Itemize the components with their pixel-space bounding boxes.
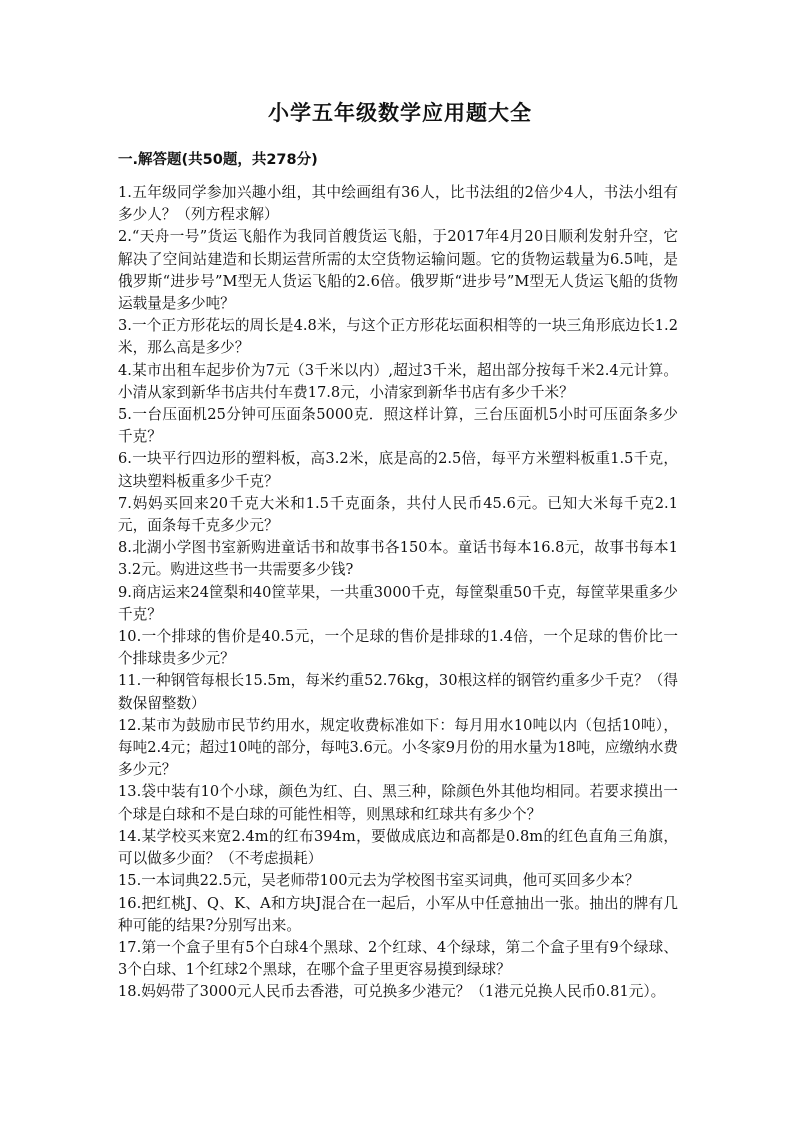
question-4: 4.某市出租车起步价为7元（3千米以内）,超过3千米，超出部分按每千米2.4元计算。小清从家到新华书店共付车费17.8元，小清家到新华书店有多少千米？ xyxy=(118,361,678,401)
question-1: 1.五年级同学参加兴趣小组，其中绘画组有36人，比书法组的2倍少4人，书法小组有多少人？（列方程求解） xyxy=(118,184,678,224)
question-10: 10.一个排球的售价是40.5元，一个足球的售价是排球的1.4倍，一个足球的售价比一个排球贵多少元？ xyxy=(118,628,678,668)
question-list xyxy=(118,182,678,1004)
question-14: 14.某学校买来宽2.4m的红布394m，要做成底边和高都是0.8m的红色直角三角旗，可以做多少面？（不考虑损耗） xyxy=(118,827,678,868)
question-11: 11.一种钢管每根长15.5m，每米约重52.76kg，30根这样的钢管约重多少千克？（得数保留整数） xyxy=(118,672,678,712)
question-2: 2.“天舟一号”货运飞船作为我同首艘货运飞船，于2017年4月20日顺利发射升空，它解决了空间站建造和长期运营所需的太空货物运输问题。它的货物运载量为6.5吨，是俄罗斯“进步号”M型无人货运飞船的2.6倍。俄罗斯“进步号”M型无人货运飞船的货物运载量是多少吨？ xyxy=(118,228,678,313)
question-12: 12.某市为鼓励市民节约用水，规定收费标准如下：每月用水10吨以内（包括10吨），每吨2.4元；超过10吨的部分，每吨3.6元。小冬家9月份的用水量为18吨，应缴纳水费多少元？ xyxy=(118,716,678,779)
question-7: 7.妈妈买回来20千克大米和1.5千克面条，共付人民币45.6元。已知大米每千克2.1元，面条每千克多少元？ xyxy=(118,494,678,535)
question-5: 5.一台压面机25分钟可压面条5000克．照这样计算，三台压面机5小时可压面条多少千克？ xyxy=(118,406,678,446)
question-6: 6.一块平行四边形的塑料板，高3.2米，底是高的2.5倍，每平方米塑料板重1.5千克，这块塑料板重多少千克？ xyxy=(118,450,678,490)
question-16: 16.把红桃J、Q、K、A和方块J混合在一起后，小军从中任意抽出一张。抽出的牌有几种可能的结果?分别写出来。 xyxy=(118,894,678,934)
question-13: 13.袋中装有10个小球，颜色为红、白、黑三种，除颜色外其他均相同。若要求摸出一个球是白球和不是白球的可能性相等，则黑球和红球共有多少个？ xyxy=(118,783,678,823)
section-heading: 一.解答题(共50题，共278分) xyxy=(118,152,318,168)
question-3: 3.一个正方形花坛的周长是4.8米，与这个正方形花坛面积相等的一块三角形底边长1.2米，那么高是多少？ xyxy=(118,317,678,357)
question-17: 17.第一个盒子里有5个白球4个黑球、2个红球、4个绿球，第二个盒子里有9个绿球、3个白球、1个红球2个黑球，在哪个盒子里更容易摸到绿球？ xyxy=(118,938,678,979)
question-18: 18.妈妈带了3000元人民币去香港，可兑换多少港元？（1港元兑换人民币0.81元）。 xyxy=(118,983,666,1001)
document-title: 小学五年级数学应用题大全 xyxy=(268,101,532,125)
question-8: 8.北湖小学图书室新购进童话书和故事书各150本。童话书每本16.8元，故事书每本13.2元。购进这些书一共需要多少钱? xyxy=(118,539,678,579)
question-15: 15.一本词典22.5元，吴老师带100元去为学校图书室买词典，他可买回多少本？ xyxy=(118,872,640,890)
question-9: 9.商店运来24筐梨和40筐苹果，一共重3000千克，每筐梨重50千克，每筐苹果重多少千克？ xyxy=(118,583,678,623)
